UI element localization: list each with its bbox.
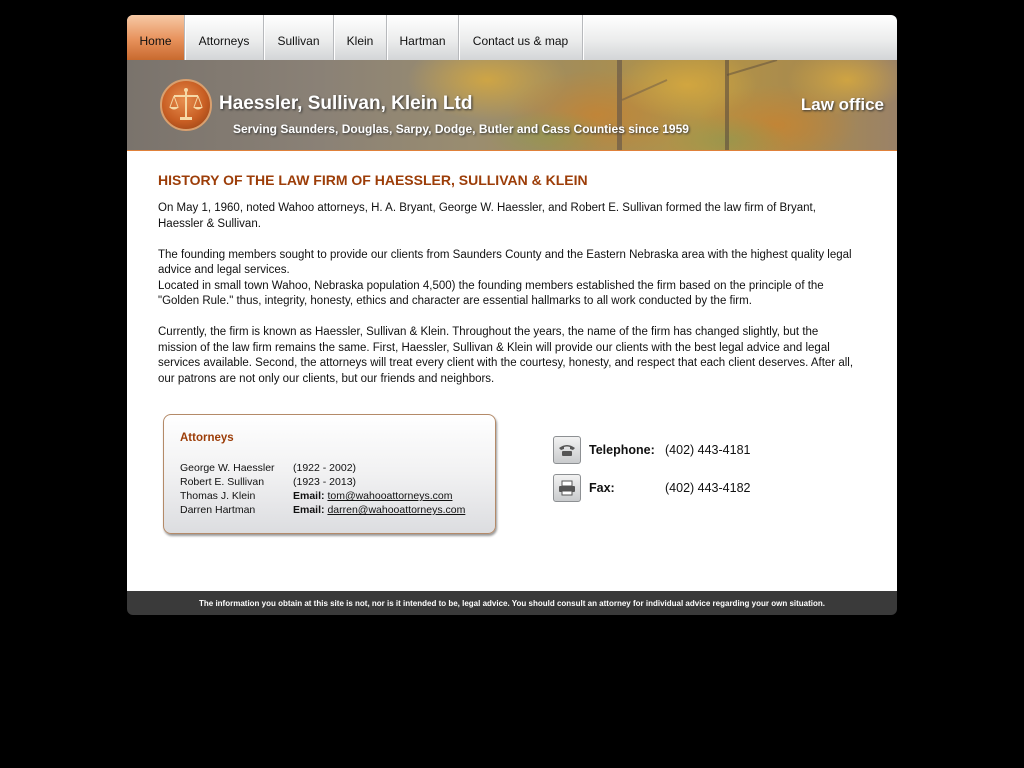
nav-item-hartman[interactable]: Hartman [387, 15, 459, 60]
telephone-icon [553, 436, 581, 464]
attorney-years: (1922 - 2002) [293, 462, 357, 474]
nav-item-home[interactable]: Home [127, 15, 185, 60]
history-paragraph: Located in small town Wahoo, Nebraska population 4,500) the founding members established the firm based on the principle of the "Golden Rule." thus, integrity, honesty, ethics and character are essential hallmarks to all work conducted by the firm. [158, 279, 824, 307]
attorneys-box [163, 414, 496, 534]
law-office-label: Law office [800, 95, 884, 114]
main-content [127, 151, 897, 591]
attorney-email-group [293, 504, 465, 516]
attorney-email-group [293, 490, 452, 502]
page-container [127, 15, 897, 615]
fax-label: Fax: [589, 481, 615, 495]
main-nav [127, 15, 897, 60]
nav-item-contact[interactable]: Contact us & map [459, 15, 583, 60]
header-banner [127, 60, 897, 150]
attorney-name: George W. Haessler [180, 462, 275, 474]
attorney-years: (1923 - 2013) [293, 476, 357, 488]
fax-number: (402) 443-4182 [665, 481, 751, 495]
history-paragraph: Currently, the firm is known as Haessler, Sullivan & Klein. Throughout the years, the name of the firm has changed slightly, but the mission of the law firm remains the same. First, Haessler, Sullivan & Klein will provide our clients with the best legal advice and legal services available. Second, the attorneys will treat every client with the courtesy, honesty, and respect that each client deserves. After all, our patrons are not only our clients, but our friends and neighbors. [158, 326, 854, 385]
email-link-darren[interactable]: darren@wahooattorneys.com [327, 504, 466, 516]
firm-name: Haessler, Sullivan, Klein Ltd [219, 93, 473, 114]
nav-item-attorneys[interactable]: Attorneys [185, 15, 264, 60]
page-title: HISTORY OF THE LAW FIRM OF HAESSLER, SULLIVAN & KLEIN [158, 172, 588, 188]
fax-icon [553, 474, 581, 502]
email-label: Email: [293, 504, 325, 516]
attorney-name: Darren Hartman [180, 504, 256, 516]
nav-item-klein[interactable]: Klein [334, 15, 387, 60]
history-paragraph: The founding members sought to provide our clients from Saunders County and the Eastern Nebraska area with the highest quality legal advice and legal services. [158, 248, 852, 276]
scales-of-justice-icon [160, 79, 212, 131]
email-label: Email: [293, 490, 325, 502]
footer-disclaimer: The information you obtain at this site is not, nor is it intended to be, legal advice. You should consult an attorney for individual advice regarding your own situation. [127, 591, 897, 615]
history-paragraph: On May 1, 1960, noted Wahoo attorneys, H. A. Bryant, George W. Haessler, and Robert E. Sullivan formed the law firm of Bryant, Haessler & Sullivan. [158, 202, 816, 230]
firm-tagline: Serving Saunders, Douglas, Sarpy, Dodge, Butler and Cass Counties since 1959 [233, 122, 689, 136]
attorneys-title: Attorneys [180, 432, 234, 444]
email-link-tom[interactable]: tom@wahooattorneys.com [327, 490, 453, 502]
attorney-name: Robert E. Sullivan [180, 476, 265, 488]
telephone-number: (402) 443-4181 [665, 443, 751, 457]
telephone-label: Telephone: [589, 443, 655, 457]
history-text [158, 201, 858, 387]
nav-item-sullivan[interactable]: Sullivan [264, 15, 334, 60]
attorney-name: Thomas J. Klein [180, 490, 256, 502]
